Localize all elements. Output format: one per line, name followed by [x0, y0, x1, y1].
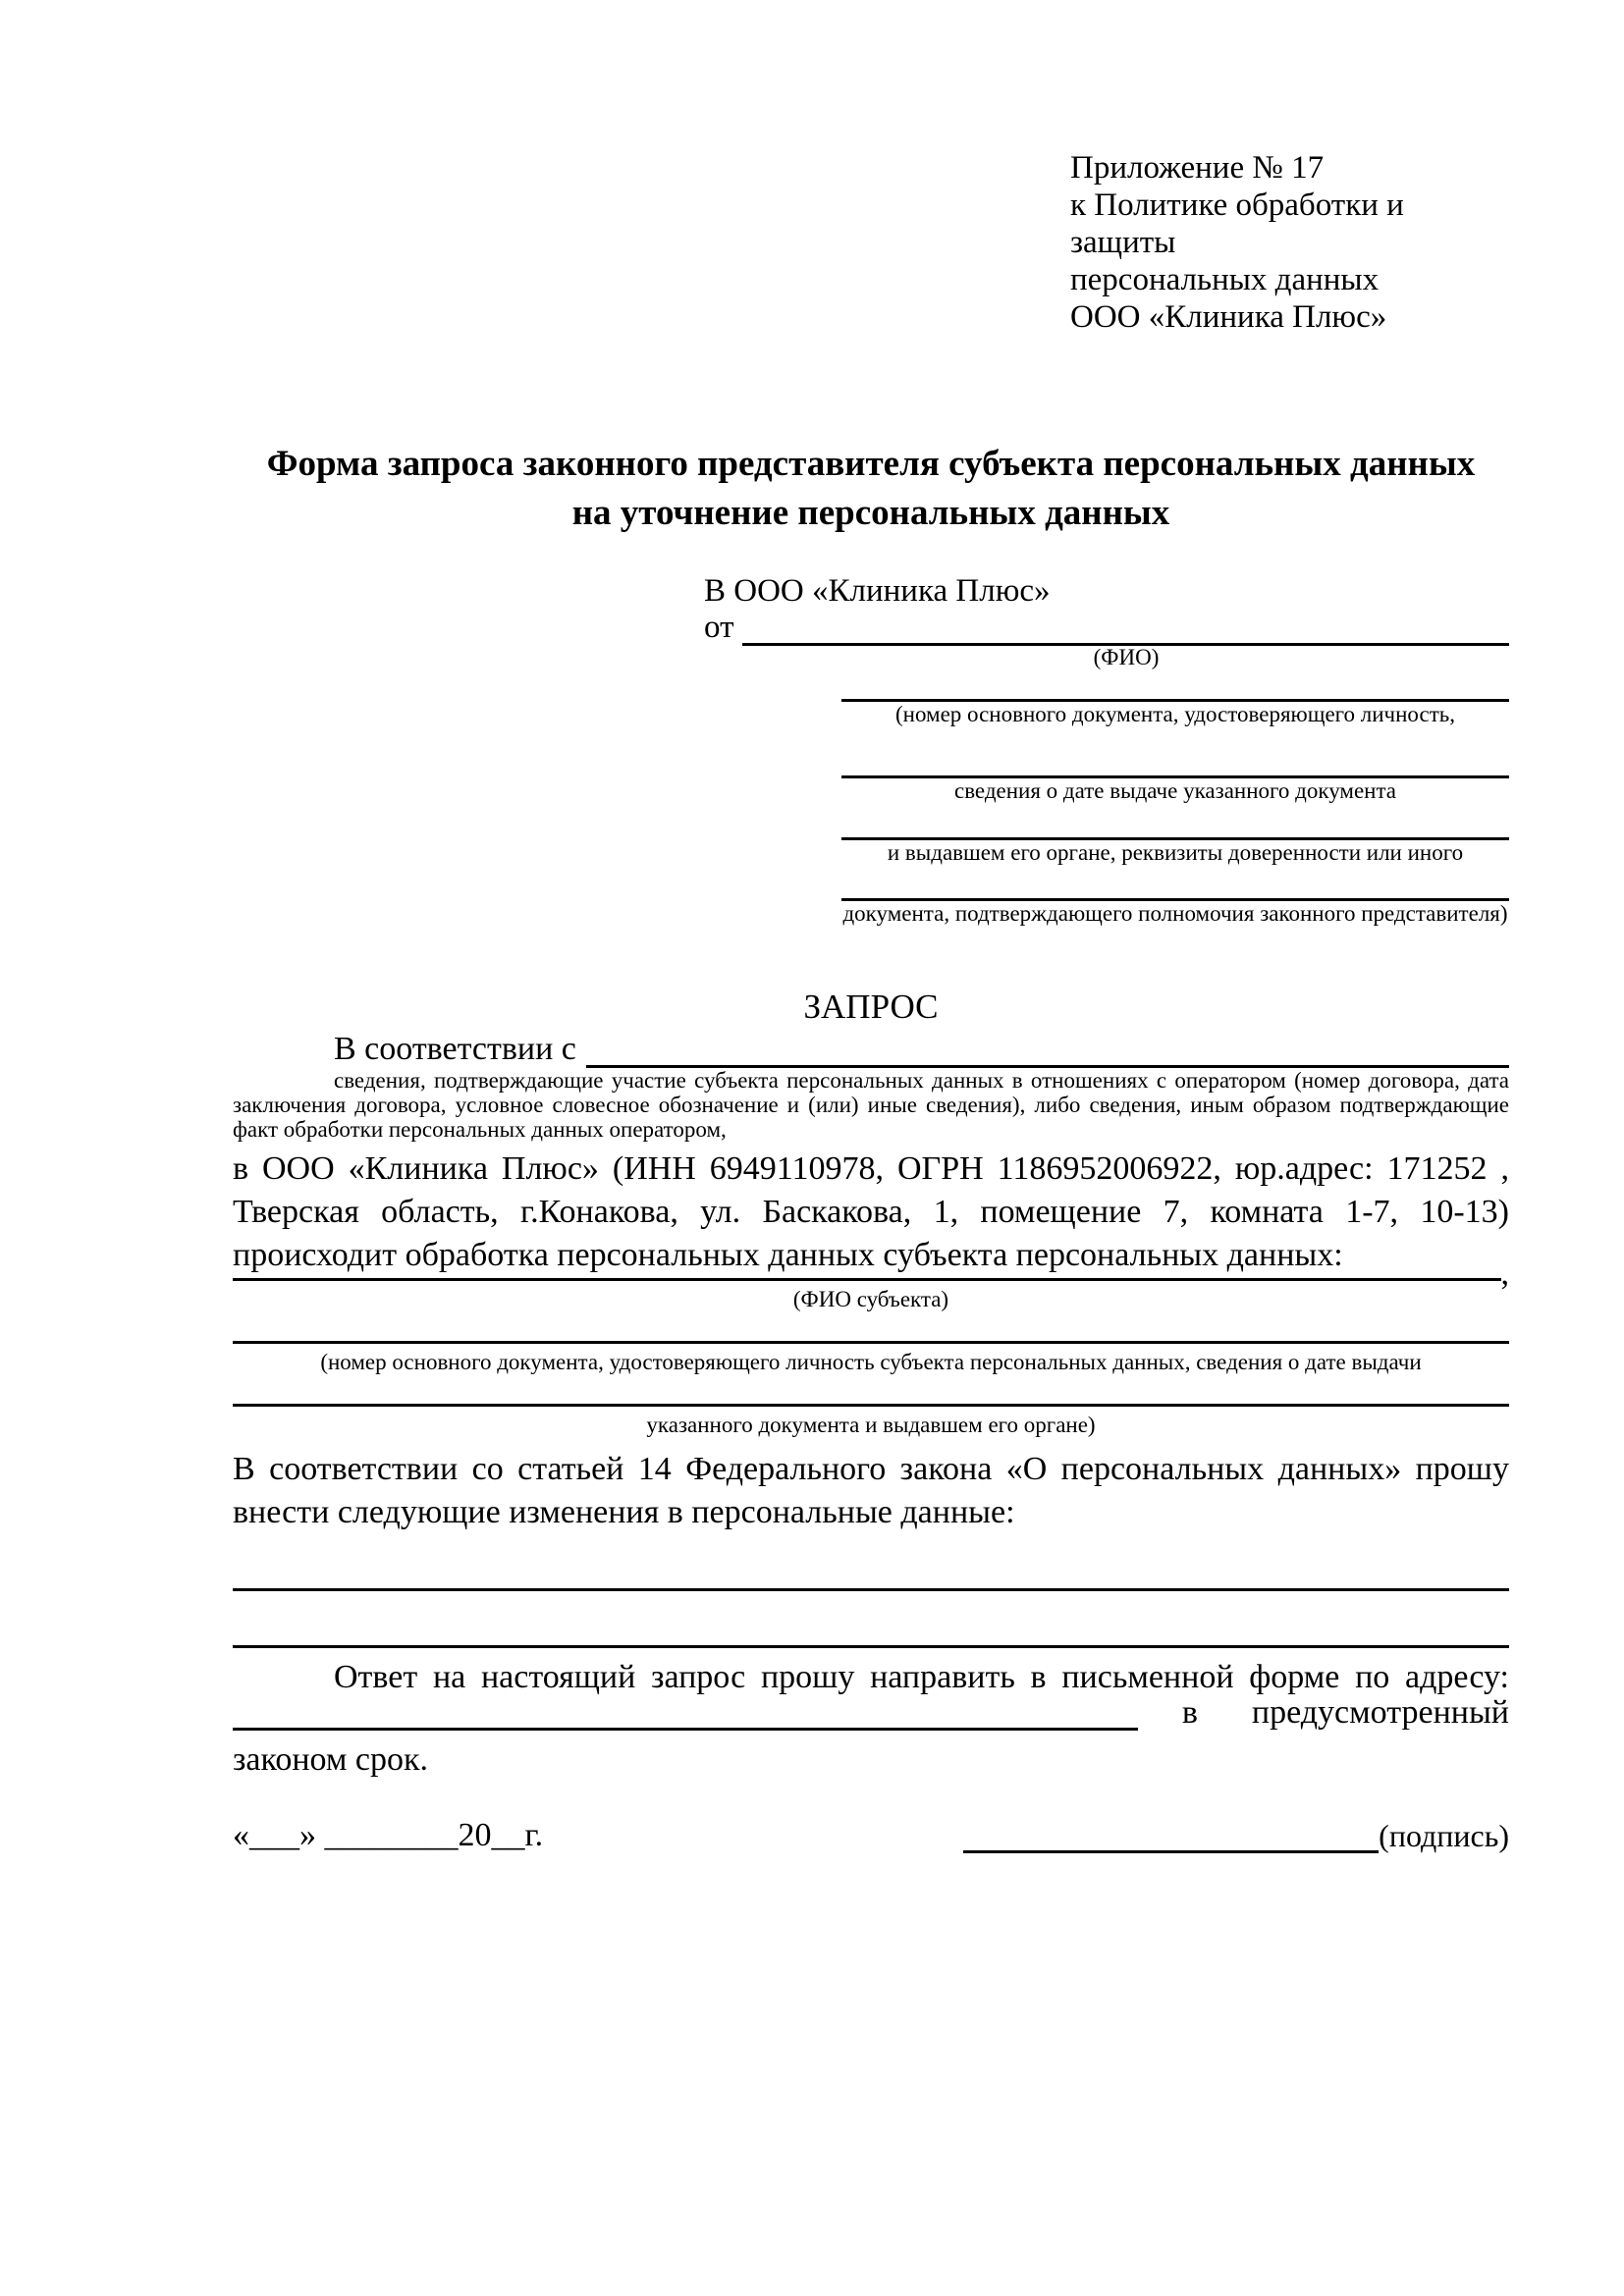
operator-paragraph: в ООО «Клиника Плюс» (ИНН 6949110978, ОГРН 1186952006922, юр.адрес: 171252 , Тверская область, г.Конакова, ул. Баскакова, 1, помещение 7, комната 1-7, 10-13) происходит обработка персональных данных субъекта персональных данных:	[233, 1150, 1509, 1273]
document-title	[233, 440, 1509, 538]
doc-caption: (номер основного документа, удостоверяющего личность,	[894, 702, 1455, 726]
fio-caption: (ФИО)	[1093, 645, 1160, 669]
subject-doc-caption: указанного документа и выдавшем его органе)	[646, 1413, 1096, 1437]
intro-row	[233, 1031, 1509, 1068]
subject-doc-caption: (номер основного документа, удостоверяющего личность субъекта персональных данных, сведения о дате выдачи	[320, 1350, 1422, 1374]
blank-line	[233, 1278, 1501, 1281]
appendix-line: ООО «Клиника Плюс»	[1070, 299, 1387, 335]
answer-address-row	[233, 1695, 1509, 1731]
date-blank: «___» ________20__г.	[233, 1817, 544, 1853]
trailing-comma: ,	[1500, 1255, 1509, 1292]
blank-line	[233, 1692, 1138, 1731]
signature-caption: (подпись)	[1379, 1818, 1509, 1853]
appendix-line: к Политике обработки и защиты	[1070, 187, 1404, 260]
addressee-to: В ООО «Клиника Плюс»	[704, 573, 1051, 609]
answer-tail: законом срок.	[233, 1741, 428, 1778]
appendix-block	[1070, 149, 1509, 336]
doc-caption: документа, подтверждающего полномочия законного представителя)	[842, 901, 1508, 926]
from-row	[704, 611, 1509, 646]
blank-line	[233, 1588, 1509, 1591]
intro-prefix: В соответствии с	[334, 1031, 576, 1067]
blank-line	[233, 1326, 1509, 1344]
from-label: от	[704, 610, 734, 645]
footnote-text: сведения, подтверждающие участие субъекта персональных данных в отношениях с оператором (номер договора, дата заключения договора, условное словесное обозначение и (или) иные сведения), либо сведения, иным образом подтверждающие факт обработки персональных данных оператором,	[233, 1068, 1509, 1142]
answer-word-v: в	[1181, 1694, 1198, 1731]
representative-doc-group	[841, 679, 1509, 927]
title-line-2: на уточнение персональных данных	[571, 493, 1170, 533]
law-paragraph: В соответствии со статьей 14 Федерального закона «О персональных данных» прошу внести следующие изменения в персональные данные:	[233, 1451, 1509, 1530]
answer-sentence: Ответ на настоящий запрос прошу направить в письменной форме по адресу:	[334, 1659, 1509, 1695]
blank-line	[841, 753, 1509, 778]
appendix-line: Приложение № 17	[1070, 150, 1325, 186]
doc-caption: и выдавшем его органе, реквизиты доверенности или иного	[887, 840, 1464, 865]
blank-line	[233, 1645, 1509, 1648]
blank-line	[841, 816, 1509, 840]
document-content	[233, 0, 1509, 1853]
subject-fio-caption: (ФИО субъекта)	[792, 1287, 949, 1311]
title-line-1: Форма запроса законного представителя субъекта персональных данных	[266, 444, 1476, 484]
blank-line	[233, 1391, 1509, 1407]
blank-line	[841, 679, 1509, 702]
signature-row	[233, 1815, 1509, 1853]
addressee-block	[704, 571, 1509, 927]
signature-line	[963, 1815, 1379, 1853]
answer-word-predusmotrenny: предусмотренный	[1251, 1694, 1509, 1731]
appendix-line: персональных данных	[1070, 262, 1380, 297]
blank-line	[841, 880, 1509, 901]
doc-caption: сведения о дате выдаче указанного документа	[953, 778, 1397, 803]
answer-inline-words	[1138, 1695, 1509, 1731]
request-heading: ЗАПРОС	[803, 988, 939, 1026]
